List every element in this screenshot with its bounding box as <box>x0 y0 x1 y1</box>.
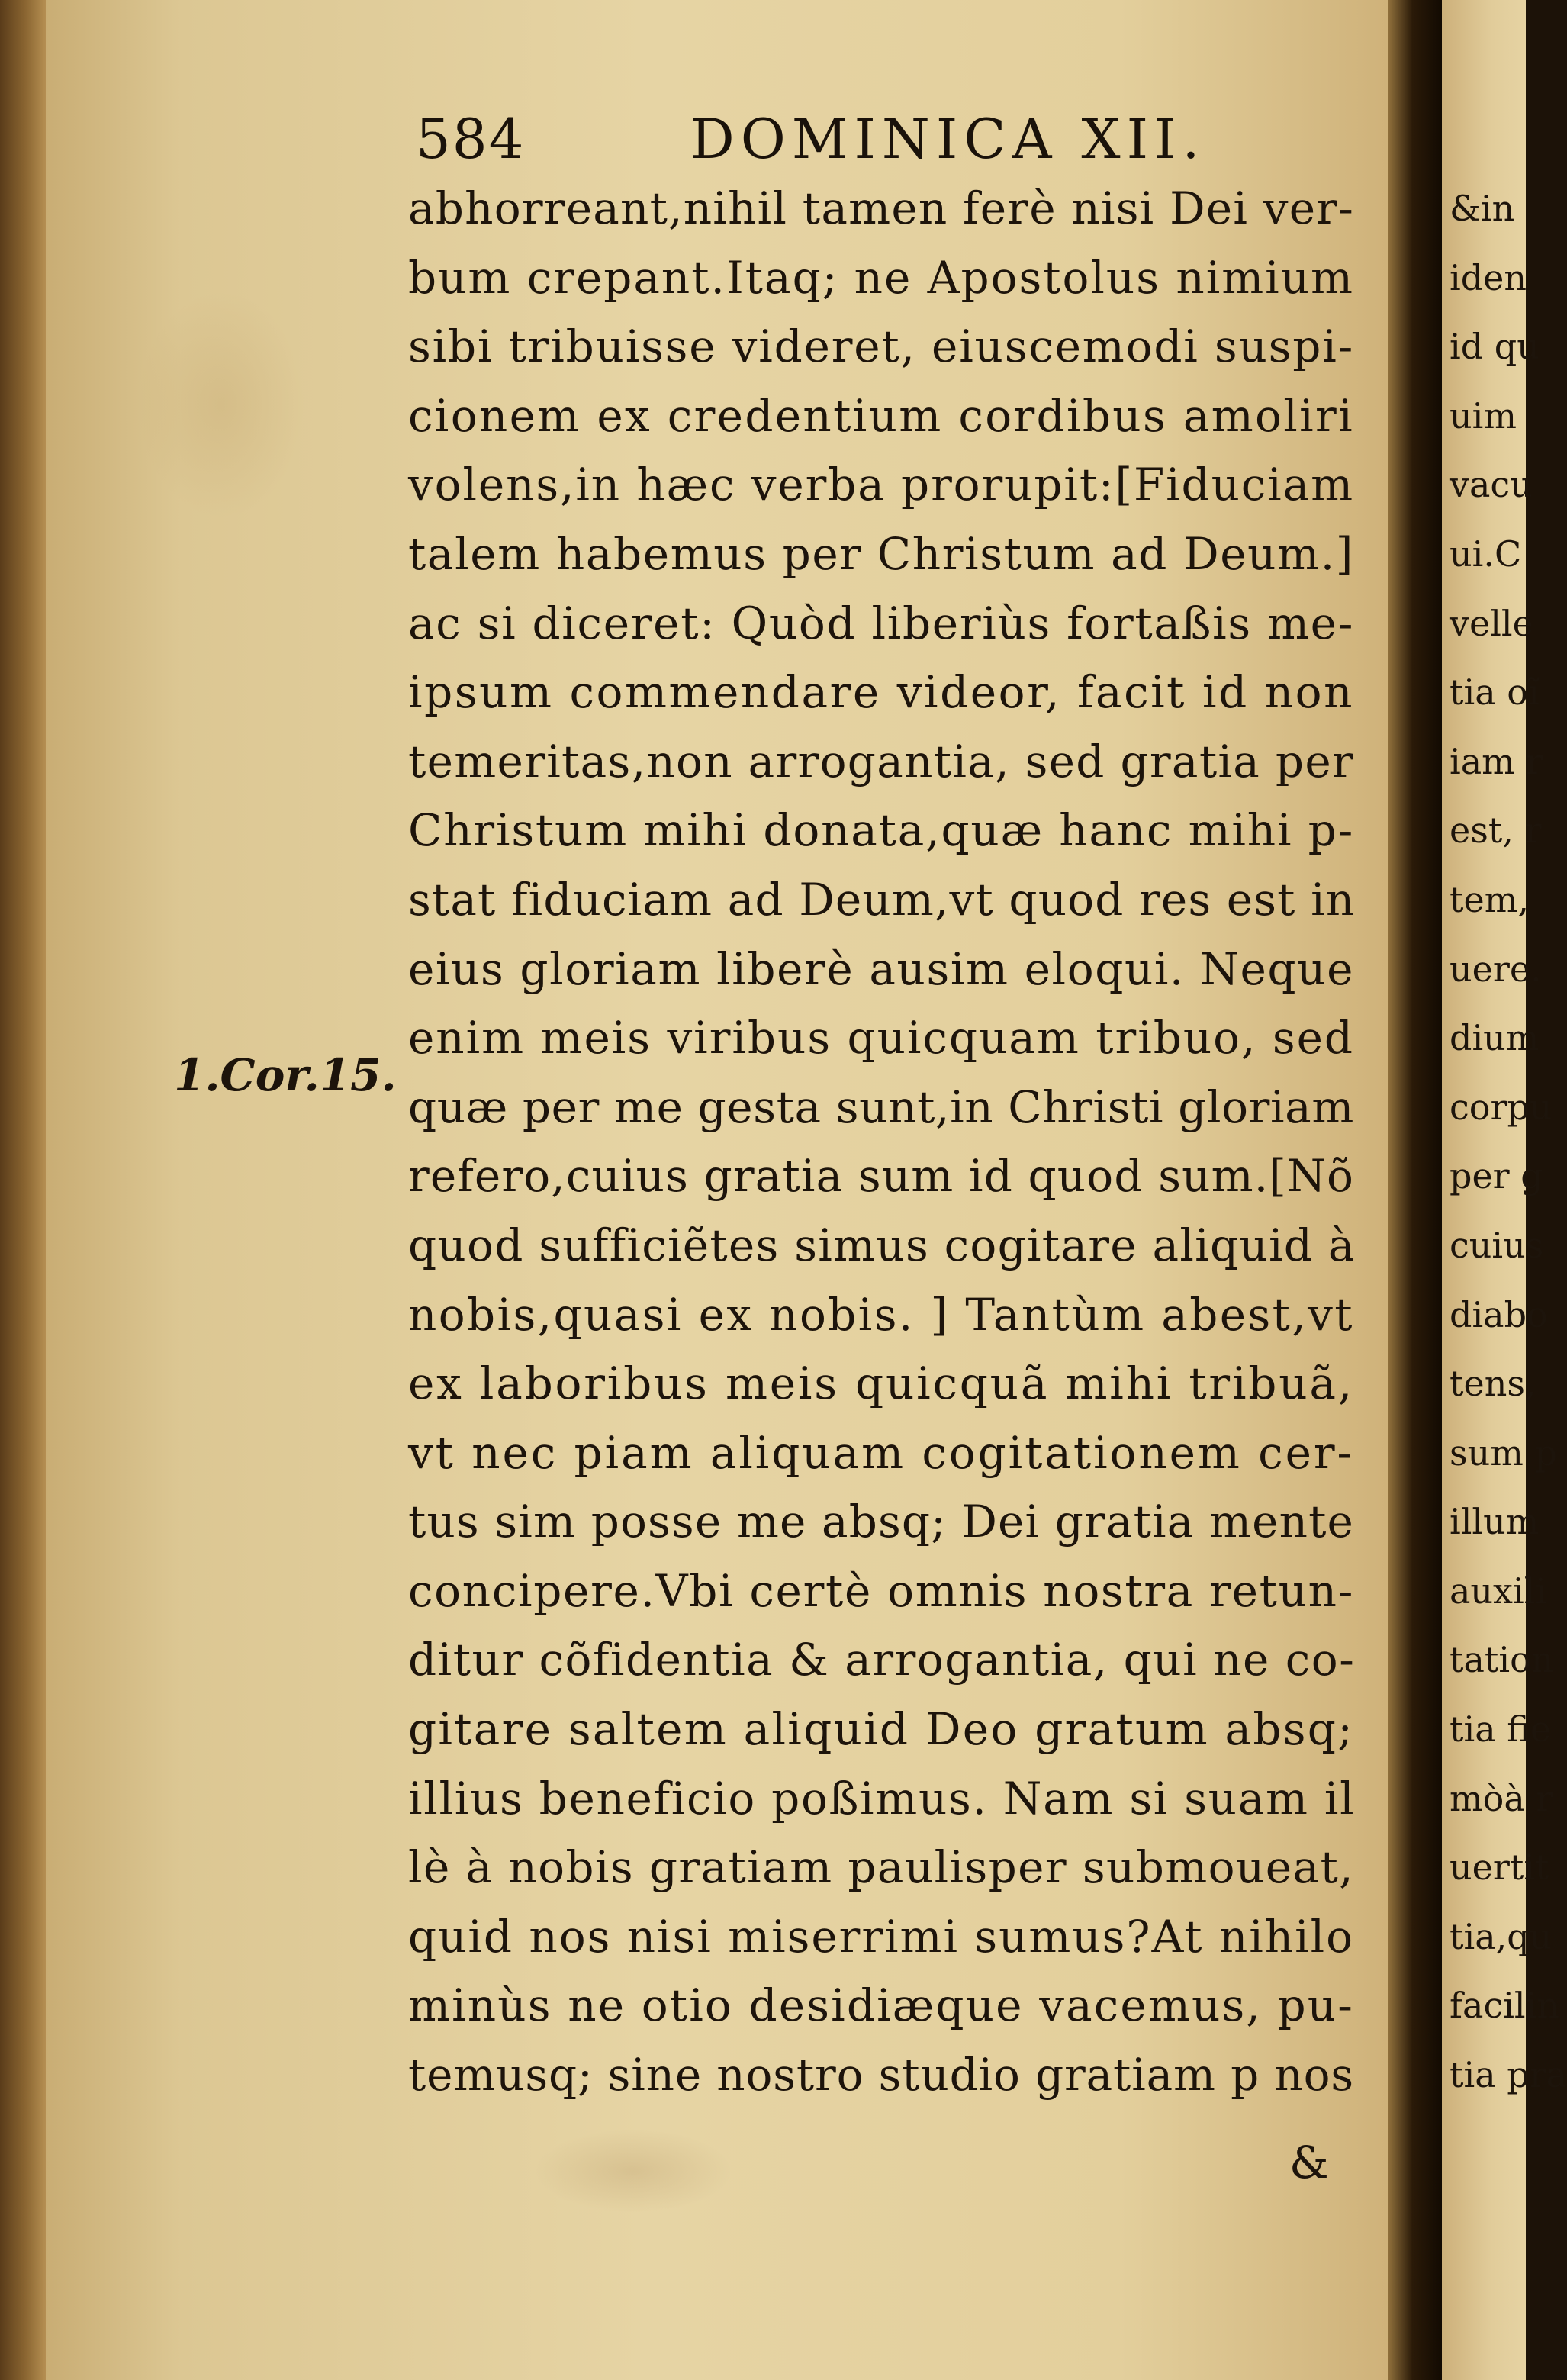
facing-page-line: uere. <box>1450 948 1542 990</box>
facing-page-line: corpu <box>1450 1086 1553 1128</box>
facing-page-line: facilin <box>1450 1985 1559 2027</box>
text-line: Christum mihi donata,quæ hanc mihi p- <box>408 804 1354 857</box>
facing-page-line: auxili <box>1450 1570 1547 1612</box>
text-line: lè à nobis gratiam paulisper submoueat, <box>408 1841 1354 1894</box>
facing-page-line: ui.C <box>1450 533 1522 575</box>
text-line: ac si diceret: Quòd liberiùs fortaßis me- <box>408 597 1354 649</box>
marginal-reference: 1.Cor.15. <box>174 1049 397 1101</box>
facing-page-line: uim <box>1450 395 1517 436</box>
facing-page-line: cuius <box>1450 1224 1544 1266</box>
facing-page-line: iden <box>1450 256 1527 298</box>
text-line: cionem ex credentium cordibus amoliri <box>408 389 1354 442</box>
text-line: temeritas,non arrogantia, sed gratia per <box>408 735 1354 787</box>
facing-page-line: est, r <box>1450 810 1542 852</box>
facing-page-line: tem, <box>1450 878 1529 920</box>
text-line: quæ per me gesta sunt,in Christi gloriam <box>408 1081 1354 1133</box>
text-line: ex laboribus meis quicquã mihi tribuã, <box>408 1357 1354 1410</box>
text-line: bum crepant.Itaq; ne Apostolus nimium <box>408 251 1354 304</box>
text-line: sibi tribuisse videret, eiuscemodi suspi- <box>408 320 1354 373</box>
text-line: minùs ne otio desidiæque vacemus, pu- <box>408 1979 1354 2032</box>
facing-page-line: tia fie <box>1450 1709 1552 1750</box>
text-line: volens,in hæc verba prorupit:[Fiduciam <box>408 459 1354 511</box>
running-head <box>416 107 1354 183</box>
text-line: ipsum commendare videor, facit id non <box>408 666 1354 719</box>
running-title: DOMINICA XII. <box>690 107 1206 171</box>
facing-page-text <box>1450 174 1567 2110</box>
text-line: quod sufficiẽtes simus cogitare aliquid à <box>408 1219 1356 1271</box>
text-line: illius beneficio poßimus. Nam si suam il <box>408 1772 1356 1824</box>
facing-page-line: tia oĩ <box>1450 671 1540 713</box>
facing-page-line: tia,qu <box>1450 1915 1553 1957</box>
facing-page-line: id qu <box>1450 326 1540 368</box>
text-line: quid nos nisi miserrimi sumus?At nihilo <box>408 1910 1354 1963</box>
facing-page-line: velle <box>1450 602 1533 644</box>
text-line: ditur cõfidentia & arrogantia, qui ne co- <box>408 1634 1356 1686</box>
facing-page-line: tens, <box>1450 1363 1536 1405</box>
facing-page-line: uertit <box>1450 1847 1549 1889</box>
facing-page-line: &in <box>1450 188 1515 229</box>
text-line: refero,cuius gratia sum id quod sum.[Nõ <box>408 1150 1354 1203</box>
text-line: nobis,quasi ex nobis. ] Tantùm abest,vt <box>408 1288 1354 1341</box>
facing-page-line: diabo <box>1450 1293 1548 1335</box>
text-line: gitare saltem aliquid Deo gratum absq; <box>408 1703 1354 1756</box>
facing-page-line: dium <box>1450 1017 1540 1059</box>
page-number: 584 <box>416 107 526 171</box>
paper-stain <box>137 290 305 519</box>
catchword: & <box>1289 2137 1329 2188</box>
text-line: stat fiduciam ad Deum,vt quod res est in <box>408 873 1356 926</box>
facing-page-line: tation <box>1450 1639 1554 1681</box>
facing-page-line: iam r <box>1450 740 1543 782</box>
facing-page-line: vacu <box>1450 464 1533 506</box>
text-line: vt nec piam aliquam cogitationem cer- <box>408 1426 1354 1479</box>
text-line: talem habemus per Christum ad Deum.] <box>408 527 1354 580</box>
text-line: abhorreant,nihil tamen ferè nisi Dei ver- <box>408 182 1354 234</box>
gutter-shadow <box>1388 0 1442 2380</box>
facing-page-line: sum p <box>1450 1432 1557 1473</box>
facing-page-line: per g <box>1450 1155 1543 1197</box>
text-line: tus sim posse me absq; Dei gratia mente <box>408 1496 1354 1548</box>
body-text <box>408 174 1354 2110</box>
facing-page-line: illum <box>1450 1501 1540 1543</box>
left-binding-edge <box>0 0 46 2380</box>
text-line: enim meis viribus quicquam tribuo, sed <box>408 1012 1354 1064</box>
text-line: eius gloriam liberè ausim eloqui. Neque <box>408 942 1354 995</box>
text-line: concipere.Vbi certè omnis nostra retun- <box>408 1564 1354 1617</box>
text-line: temusq; sine nostro studio gratiam p nos <box>408 2049 1354 2101</box>
facing-page-line: mòà r <box>1450 1777 1553 1819</box>
facing-page-line: tia pra <box>1450 2054 1567 2096</box>
paper-stain <box>534 2129 732 2213</box>
